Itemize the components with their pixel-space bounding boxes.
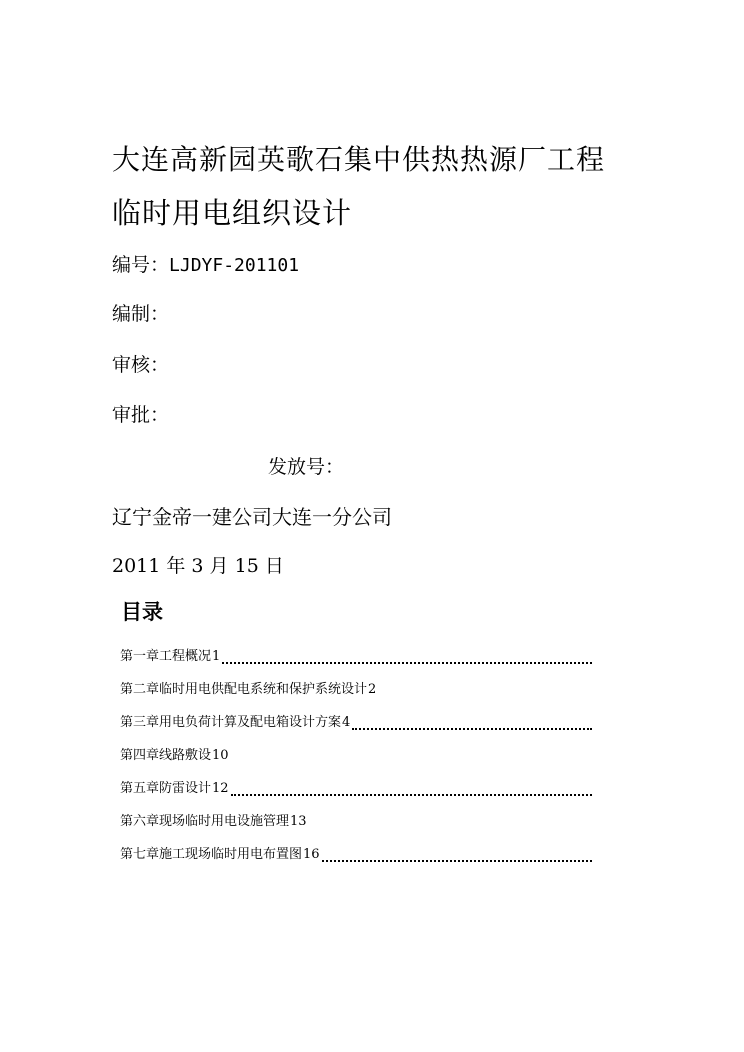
document-title-line-1: 大连高新园英歌石集中供热热源厂工程 <box>112 143 606 176</box>
prepared-by-field <box>112 302 169 326</box>
toc-entry-label: 第四章线路敷设 <box>120 748 212 763</box>
toc-entry-page: 10 <box>212 748 229 763</box>
toc-entry-page: 13 <box>290 814 307 829</box>
toc-entry[interactable] <box>120 745 592 765</box>
issue-number-label: 发放号： <box>268 456 345 478</box>
toc-entry-page: 4 <box>342 715 351 730</box>
toc-heading: 目录 <box>121 600 163 624</box>
organization-name: 辽宁金帝一建公司大连一分公司 <box>112 505 392 529</box>
toc-entry-label: 第一章工程概况 <box>120 649 212 664</box>
reviewed-by-label: 审核： <box>112 354 170 376</box>
prepared-by-label: 编制： <box>112 303 170 325</box>
document-number-label: 编号： <box>112 254 170 276</box>
toc-entry[interactable] <box>120 712 592 732</box>
toc-leader-dots <box>352 728 592 730</box>
toc-leader-dots <box>222 662 592 664</box>
document-number-value: LJDYF-201101 <box>169 255 300 276</box>
toc-entry-label: 第二章临时用电供配电系统和保护系统设计 <box>120 682 368 697</box>
toc-entry-label: 第六章现场临时用电设施管理 <box>120 814 290 829</box>
toc-entry[interactable] <box>120 844 592 864</box>
toc-entry-label: 第三章用电负荷计算及配电箱设计方案 <box>120 715 342 730</box>
toc-entry-page: 2 <box>368 682 377 697</box>
toc-entry[interactable] <box>120 646 592 666</box>
toc-entry-page: 12 <box>212 781 229 796</box>
toc-entry-label: 第七章施工现场临时用电布置图 <box>120 847 303 862</box>
document-title-line-2: 临时用电组织设计 <box>112 196 353 230</box>
approved-by-field <box>112 403 169 427</box>
toc-entry-page: 16 <box>303 847 320 862</box>
toc-entry-page: 1 <box>212 649 221 664</box>
approved-by-label: 审批： <box>112 404 170 426</box>
document-date: 2011 年 3 月 15 日 <box>112 555 284 577</box>
toc-entry[interactable] <box>120 778 592 798</box>
toc-leader-dots <box>231 794 592 796</box>
reviewed-by-field <box>112 353 169 377</box>
toc-entry-label: 第五章防雷设计 <box>120 781 212 796</box>
toc-entry[interactable] <box>120 679 592 699</box>
toc-leader-dots <box>322 860 592 862</box>
toc-entry[interactable] <box>120 811 592 831</box>
document-number-field <box>112 253 299 278</box>
